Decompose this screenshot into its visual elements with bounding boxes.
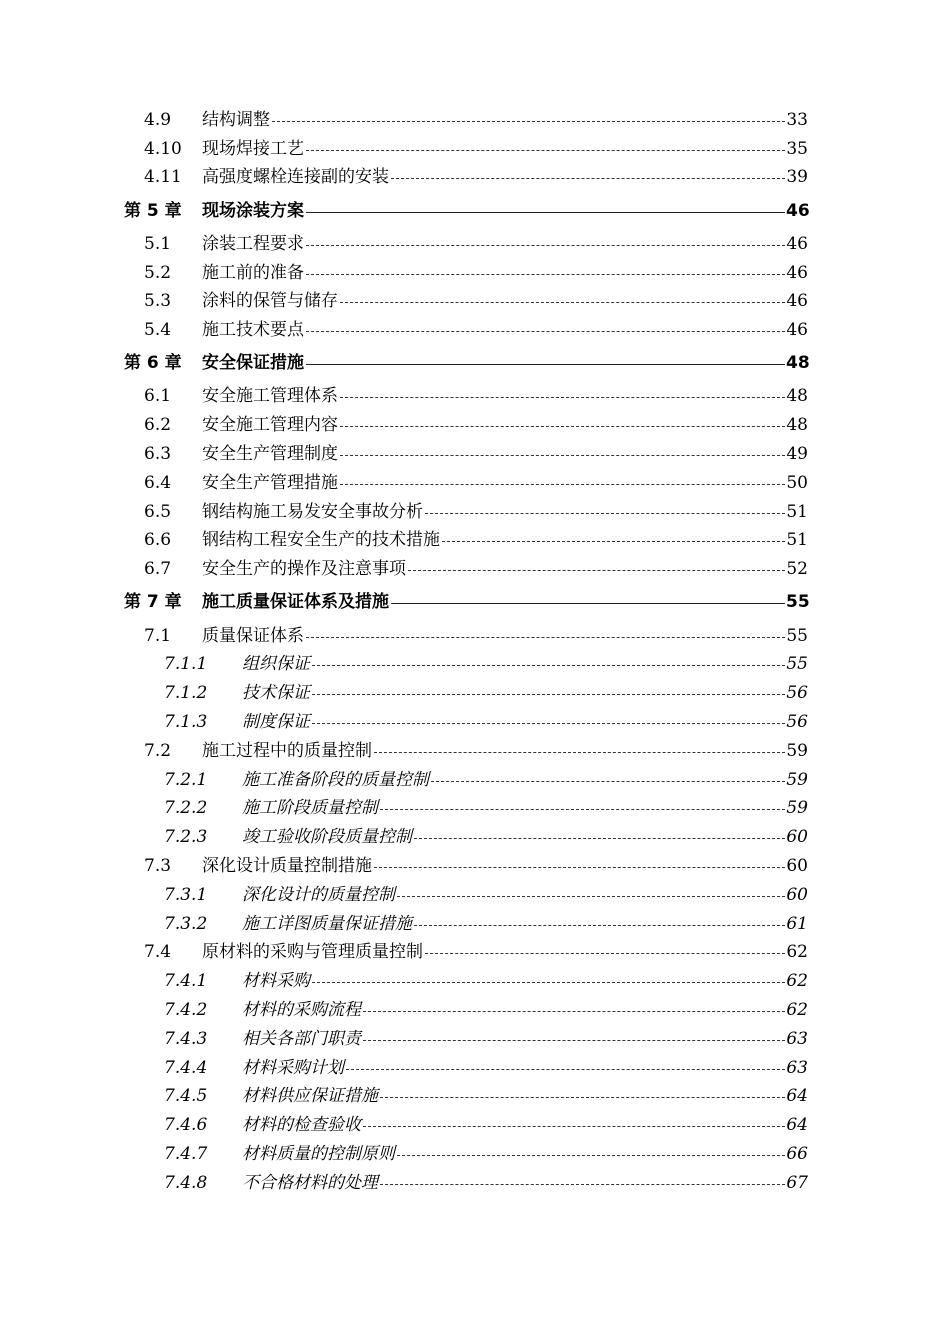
toc-entry-number: 5.4 — [144, 320, 172, 341]
toc-entry-title: 安全施工管理内容 — [202, 415, 338, 436]
toc-entry-title: 钢结构工程安全生产的技术措施 — [202, 530, 440, 551]
toc-entry-number: 7.4.3 — [164, 1028, 208, 1049]
toc-subsection-entry[interactable] — [0, 910, 950, 939]
toc-entry-page-number: 60 — [786, 884, 808, 905]
toc-entry-title: 高强度螺栓连接副的安装 — [202, 167, 389, 188]
toc-subsection-entry[interactable] — [0, 1140, 950, 1169]
toc-subsection-entry[interactable] — [0, 1054, 950, 1083]
toc-entry-number: 7.4.5 — [164, 1086, 208, 1107]
toc-entry-title: 安全生产管理制度 — [202, 444, 338, 465]
toc-entry-number: 7.4.4 — [164, 1057, 208, 1078]
toc-entry-page-number: 63 — [786, 1057, 808, 1078]
toc-entry-page-number: 49 — [786, 444, 808, 465]
toc-dot-leader — [306, 364, 785, 365]
toc-entry-page-number: 64 — [786, 1115, 808, 1136]
toc-subsection-entry[interactable] — [0, 1111, 950, 1140]
toc-section-entry[interactable] — [0, 230, 950, 259]
toc-dot-leader — [442, 541, 785, 542]
toc-entry-title: 施工质量保证体系及措施 — [202, 592, 389, 613]
toc-dot-leader — [397, 896, 785, 897]
toc-section-entry[interactable] — [0, 164, 950, 193]
toc-entry-page-number: 35 — [786, 138, 808, 159]
toc-entry-title: 深化设计的质量控制 — [242, 884, 395, 905]
toc-entry-number: 6.4 — [144, 472, 172, 493]
toc-entry-page-number: 46 — [786, 200, 810, 221]
toc-dot-leader — [306, 212, 785, 213]
toc-subsection-entry[interactable] — [0, 1025, 950, 1054]
toc-dot-leader — [431, 781, 785, 782]
toc-entry-page-number: 48 — [786, 386, 808, 407]
toc-entry-title: 现场焊接工艺 — [202, 138, 304, 159]
toc-entry-title: 结构调整 — [202, 109, 270, 130]
toc-entry-page-number: 51 — [786, 530, 808, 551]
toc-dot-leader — [363, 1011, 785, 1012]
toc-dot-leader — [374, 867, 785, 868]
toc-section-entry[interactable] — [0, 469, 950, 498]
toc-entry-title: 竣工验收阶段质量控制 — [242, 827, 412, 848]
toc-entry-number: 第 7 章 — [124, 592, 182, 613]
toc-entry-title: 施工准备阶段的质量控制 — [242, 769, 429, 790]
toc-subsection-entry[interactable] — [0, 967, 950, 996]
toc-entry-title: 涂料的保管与储存 — [202, 291, 338, 312]
table-of-contents — [0, 106, 950, 1198]
toc-entry-title: 不合格材料的处理 — [242, 1172, 378, 1193]
toc-dot-leader — [391, 603, 785, 604]
toc-dot-leader — [312, 723, 785, 724]
toc-dot-leader — [340, 455, 785, 456]
toc-entry-number: 6.3 — [144, 444, 172, 465]
toc-entry-number: 4.10 — [144, 138, 182, 159]
toc-subsection-entry[interactable] — [0, 881, 950, 910]
toc-subsection-entry[interactable] — [0, 1082, 950, 1111]
toc-dot-leader — [397, 1155, 785, 1156]
toc-entry-number: 7.1 — [144, 625, 172, 646]
toc-entry-number: 7.4.1 — [164, 971, 208, 992]
toc-dot-leader — [414, 838, 785, 839]
toc-subsection-entry[interactable] — [0, 823, 950, 852]
toc-dot-leader — [340, 397, 785, 398]
toc-entry-page-number: 59 — [786, 769, 808, 790]
toc-entry-number: 7.4.2 — [164, 999, 208, 1020]
toc-entry-number: 6.6 — [144, 530, 172, 551]
toc-entry-title: 现场涂装方案 — [202, 200, 304, 221]
toc-section-entry[interactable] — [0, 106, 950, 135]
toc-entry-number: 第 5 章 — [124, 200, 182, 221]
toc-dot-leader — [312, 694, 785, 695]
toc-dot-leader — [414, 925, 785, 926]
toc-entry-title: 原材料的采购与管理质量控制 — [202, 942, 423, 963]
toc-entry-title: 制度保证 — [242, 711, 310, 732]
toc-dot-leader — [363, 1040, 785, 1041]
toc-entry-title: 深化设计质量控制措施 — [202, 855, 372, 876]
toc-entry-number: 7.4.7 — [164, 1143, 208, 1164]
toc-section-entry[interactable] — [0, 852, 950, 881]
toc-entry-title: 施工详图质量保证措施 — [242, 913, 412, 934]
toc-entry-number: 5.2 — [144, 262, 172, 283]
toc-dot-leader — [312, 982, 785, 983]
toc-dot-leader — [380, 809, 785, 810]
toc-entry-page-number: 48 — [786, 415, 808, 436]
toc-entry-page-number: 46 — [786, 320, 808, 341]
toc-entry-page-number: 51 — [786, 501, 808, 522]
toc-dot-leader — [425, 513, 785, 514]
toc-entry-page-number: 56 — [786, 683, 808, 704]
toc-section-entry[interactable] — [0, 411, 950, 440]
toc-chapter-entry[interactable] — [0, 192, 950, 230]
toc-subsection-entry[interactable] — [0, 679, 950, 708]
toc-entry-title: 材料质量的控制原则 — [242, 1143, 395, 1164]
toc-entry-title: 材料的采购流程 — [242, 999, 361, 1020]
toc-entry-number: 6.5 — [144, 501, 172, 522]
toc-section-entry[interactable] — [0, 938, 950, 967]
toc-entry-number: 7.1.1 — [164, 654, 208, 675]
toc-chapter-entry[interactable] — [0, 345, 950, 383]
toc-entry-page-number: 55 — [786, 592, 810, 613]
toc-section-entry[interactable] — [0, 316, 950, 345]
toc-entry-title: 施工过程中的质量控制 — [202, 740, 372, 761]
toc-dot-leader — [425, 953, 785, 954]
toc-entry-number: 4.11 — [144, 167, 182, 188]
toc-entry-number: 第 6 章 — [124, 353, 182, 374]
toc-subsection-entry[interactable] — [0, 708, 950, 737]
toc-entry-title: 钢结构施工易发安全事故分析 — [202, 501, 423, 522]
toc-entry-number: 7.3.2 — [164, 913, 208, 934]
toc-entry-number: 7.3.1 — [164, 884, 208, 905]
toc-entry-page-number: 63 — [786, 1028, 808, 1049]
toc-section-entry[interactable] — [0, 737, 950, 766]
toc-entry-number: 7.1.3 — [164, 711, 208, 732]
toc-dot-leader — [374, 752, 785, 753]
toc-entry-number: 5.3 — [144, 291, 172, 312]
toc-entry-page-number: 52 — [786, 559, 808, 580]
toc-section-entry[interactable] — [0, 259, 950, 288]
toc-subsection-entry[interactable] — [0, 650, 950, 679]
toc-entry-number: 7.4 — [144, 942, 172, 963]
toc-subsection-entry[interactable] — [0, 766, 950, 795]
toc-entry-page-number: 60 — [786, 827, 808, 848]
toc-dot-leader — [272, 121, 785, 122]
toc-section-entry[interactable] — [0, 383, 950, 412]
toc-subsection-entry[interactable] — [0, 794, 950, 823]
toc-entry-title: 施工阶段质量控制 — [242, 798, 378, 819]
toc-dot-leader — [312, 665, 785, 666]
toc-dot-leader — [380, 1184, 785, 1185]
toc-entry-number: 7.2.3 — [164, 827, 208, 848]
toc-dot-leader — [363, 1126, 785, 1127]
toc-entry-page-number: 55 — [786, 654, 808, 675]
toc-entry-title: 材料的检查验收 — [242, 1115, 361, 1136]
toc-entry-number: 4.9 — [144, 109, 172, 130]
toc-entry-number: 7.4.6 — [164, 1115, 208, 1136]
toc-dot-leader — [408, 570, 785, 571]
toc-entry-title: 安全施工管理体系 — [202, 386, 338, 407]
toc-subsection-entry[interactable] — [0, 1169, 950, 1198]
toc-entry-title: 材料采购计划 — [242, 1057, 344, 1078]
toc-entry-title: 质量保证体系 — [202, 625, 304, 646]
toc-entry-page-number: 33 — [786, 109, 808, 130]
toc-section-entry[interactable] — [0, 440, 950, 469]
toc-entry-title: 施工技术要点 — [202, 320, 304, 341]
toc-entry-number: 6.1 — [144, 386, 172, 407]
toc-entry-title: 安全生产管理措施 — [202, 472, 338, 493]
toc-dot-leader — [306, 245, 785, 246]
toc-entry-number: 7.4.8 — [164, 1172, 208, 1193]
toc-entry-number: 6.2 — [144, 415, 172, 436]
toc-entry-number: 7.1.2 — [164, 683, 208, 704]
toc-entry-number: 7.2 — [144, 740, 172, 761]
toc-entry-title: 安全保证措施 — [202, 353, 304, 374]
toc-entry-title: 材料供应保证措施 — [242, 1086, 378, 1107]
toc-entry-number: 6.7 — [144, 559, 172, 580]
toc-entry-title: 技术保证 — [242, 683, 310, 704]
toc-entry-page-number: 60 — [786, 855, 808, 876]
toc-entry-page-number: 55 — [786, 625, 808, 646]
toc-section-entry[interactable] — [0, 527, 950, 556]
toc-entry-page-number: 67 — [786, 1172, 808, 1193]
toc-entry-page-number: 46 — [786, 291, 808, 312]
toc-entry-page-number: 39 — [786, 167, 808, 188]
toc-dot-leader — [306, 150, 785, 151]
toc-entry-number: 7.2.2 — [164, 798, 208, 819]
toc-entry-page-number: 62 — [786, 971, 808, 992]
toc-entry-page-number: 66 — [786, 1143, 808, 1164]
toc-entry-page-number: 48 — [786, 353, 810, 374]
toc-dot-leader — [391, 178, 785, 179]
toc-section-entry[interactable] — [0, 287, 950, 316]
toc-entry-page-number: 62 — [786, 942, 808, 963]
toc-entry-title: 施工前的准备 — [202, 262, 304, 283]
toc-dot-leader — [306, 637, 785, 638]
toc-dot-leader — [340, 484, 785, 485]
toc-dot-leader — [346, 1069, 785, 1070]
toc-entry-title: 材料采购 — [242, 971, 310, 992]
toc-entry-page-number: 50 — [786, 472, 808, 493]
toc-dot-leader — [340, 302, 785, 303]
toc-entry-title: 涂装工程要求 — [202, 233, 304, 254]
toc-chapter-entry[interactable] — [0, 584, 950, 622]
toc-entry-number: 7.3 — [144, 855, 172, 876]
toc-entry-title: 相关各部门职责 — [242, 1028, 361, 1049]
toc-entry-number: 5.1 — [144, 233, 172, 254]
toc-subsection-entry[interactable] — [0, 996, 950, 1025]
toc-dot-leader — [306, 274, 785, 275]
toc-entry-page-number: 62 — [786, 999, 808, 1020]
toc-section-entry[interactable] — [0, 622, 950, 651]
toc-entry-title: 组织保证 — [242, 654, 310, 675]
toc-section-entry[interactable] — [0, 135, 950, 164]
toc-dot-leader — [380, 1097, 785, 1098]
toc-dot-leader — [340, 426, 785, 427]
toc-entry-page-number: 59 — [786, 798, 808, 819]
toc-entry-page-number: 56 — [786, 711, 808, 732]
toc-entry-page-number: 59 — [786, 740, 808, 761]
toc-section-entry[interactable] — [0, 555, 950, 584]
toc-entry-title: 安全生产的操作及注意事项 — [202, 559, 406, 580]
toc-dot-leader — [306, 331, 785, 332]
toc-entry-page-number: 46 — [786, 233, 808, 254]
toc-entry-page-number: 64 — [786, 1086, 808, 1107]
toc-section-entry[interactable] — [0, 498, 950, 527]
toc-entry-page-number: 46 — [786, 262, 808, 283]
toc-entry-number: 7.2.1 — [164, 769, 208, 790]
toc-entry-page-number: 61 — [786, 913, 808, 934]
